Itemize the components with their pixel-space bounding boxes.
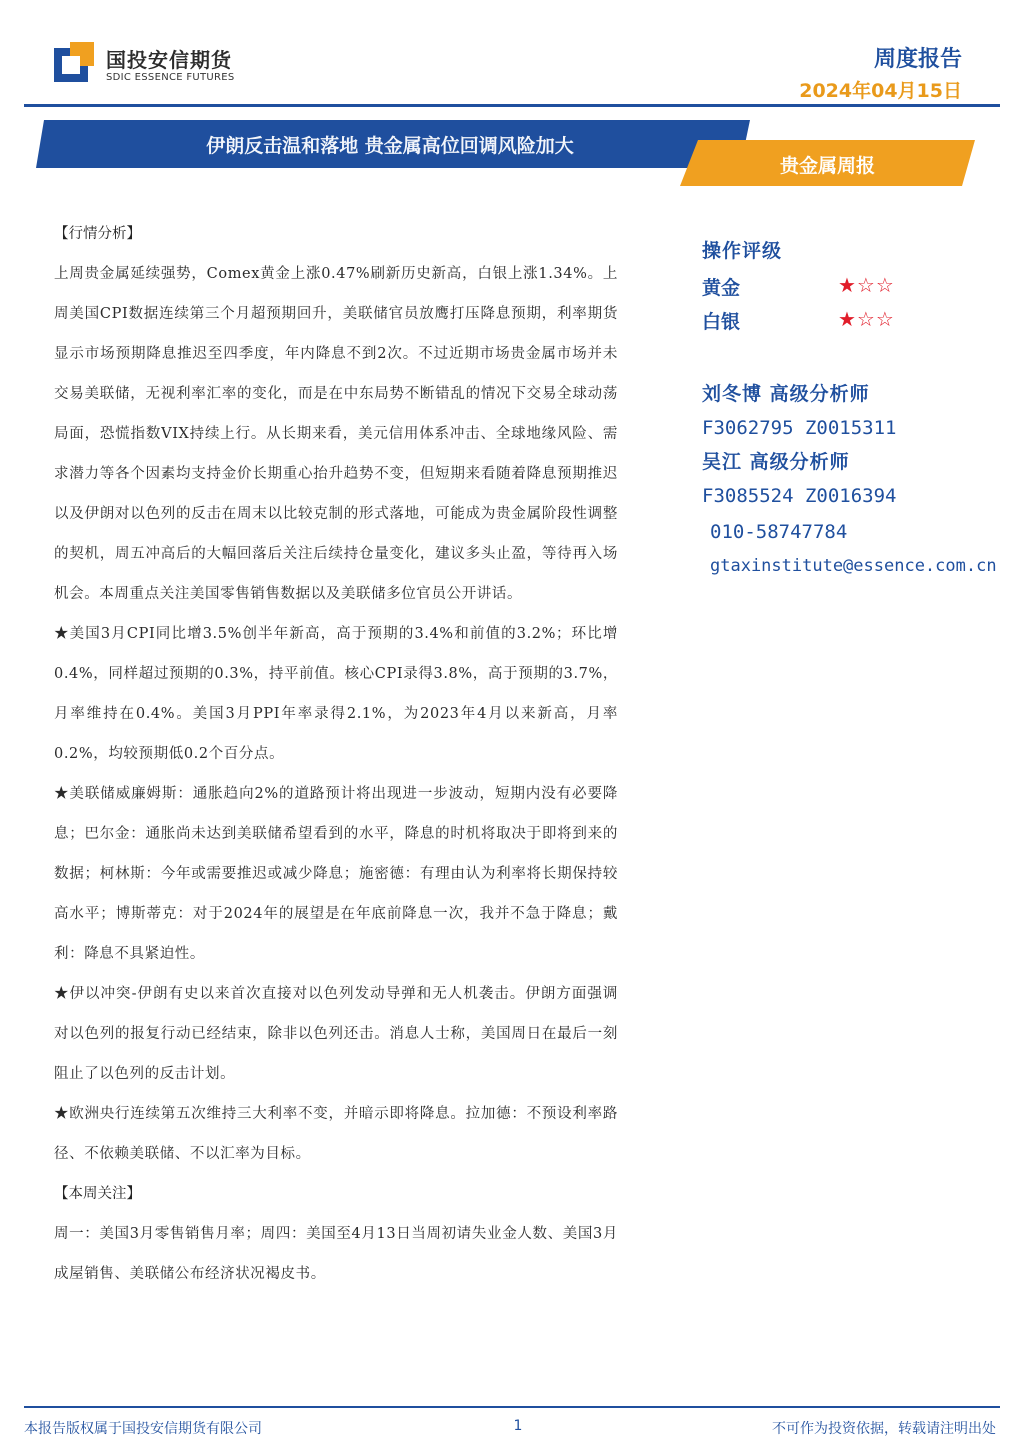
- rating-heading: 操作评级: [702, 240, 783, 262]
- cpi-news-paragraph: ★美国3月CPI同比增3.5%创半年新高，高于预期的3.4%和前值的3.2%；环比增0.4%，同样超过预期的0.3%，持平前值。核心CPI录得3.8%，高于预期的3.7%，月率维持在0.4%。美国3月PPI年率录得2.1%，为2023年4月以来新高，月率0.2%，均较预期低0.2个百分点。: [54, 626, 618, 762]
- company-name-cn: 国投安信期货: [106, 48, 232, 72]
- rating-name-silver: 白银: [702, 311, 741, 333]
- main-content: [54, 214, 618, 1294]
- rating-stars-gold: ★☆☆: [838, 273, 895, 297]
- market-analysis-heading: 【行情分析】: [54, 226, 141, 242]
- company-logo: [54, 42, 274, 86]
- weekly-focus-text: 周一：美国3月零售销售月率；周四：美国至4月13日当周初请失业金人数、美国3月成屋销售、美联储公布经济状况褐皮书。: [54, 1226, 618, 1282]
- analyst-name-1: 刘冬博 高级分析师: [702, 383, 870, 405]
- fed-comments-paragraph: ★美联储威廉姆斯：通胀趋向2%的道路预计将出现进一步波动，短期内没有必要降息；巴尔金：通胀尚未达到美联储希望看到的水平，降息的时机将取决于即将到来的数据；柯林斯：今年或需要推迟或减少降息；施密德：有理由认为利率将长期保持较高水平；博斯蒂克：对于2024年的展望是在年底前降息一次，我并不急于降息；戴利：降息不具紧迫性。: [54, 786, 618, 962]
- page-number: 1: [513, 1418, 523, 1434]
- report-date: 2024年04月15日: [799, 80, 962, 102]
- analyst-name-2: 吴江 高级分析师: [702, 451, 850, 473]
- weekly-focus-heading: 【本周关注】: [54, 1186, 141, 1202]
- iran-israel-paragraph: ★伊以冲突-伊朗有史以来首次直接对以色列发动导弹和无人机袭击。伊朗方面强调对以色列的报复行动已经结束，除非以色列还击。消息人士称，美国周日在最后一刻阻止了以色列的反击计划。: [54, 986, 618, 1082]
- contact-email[interactable]: gtaxinstitute@essence.com.cn: [710, 556, 997, 576]
- ecb-paragraph: ★欧洲央行连续第五次维持三大利率不变，并暗示即将降息。拉加德：不预设利率路径、不依赖美联储、不以汇率为目标。: [54, 1106, 618, 1162]
- analyst-license-1: F3062795 Z0015311: [702, 417, 897, 439]
- report-type: 周度报告: [873, 47, 962, 72]
- rating-stars-silver: ★☆☆: [838, 307, 895, 331]
- company-name-en: SDIC ESSENCE FUTURES: [106, 72, 235, 83]
- rating-row-gold: [702, 273, 1025, 307]
- market-summary-paragraph: 上周贵金属延续强势，Comex黄金上涨0.47%刷新历史新高，白银上涨1.34%。上周美国CPI数据连续第三个月超预期回升，美联储官员放鹰打压降息预期，利率期货显示市场预期降息推迟至四季度，年内降息不到2次。不过近期市场贵金属市场并未交易美联储，无视利率汇率的变化，而是在中东局势不断错乱的情况下交易全球动荡局面，恐慌指数VIX持续上行。从长期来看，美元信用体系冲击、全球地缘风险、需求潜力等各个因素均支持金价长期重心抬升趋势不变，但短期来看随着降息预期推迟以及伊朗对以色列的反击在周末以比较克制的形式落地，可能成为贵金属阶段性调整的契机，周五冲高后的大幅回落后关注后续持仓量变化，建议多头止盈，等待再入场机会。本周重点关注美国零售销售数据以及美联储多位官员公开讲话。: [54, 266, 618, 602]
- report-title: 伊朗反击温和落地 贵金属高位回调风险加大: [206, 135, 574, 157]
- report-category-tag: 贵金属周报: [779, 155, 875, 177]
- footer-divider: [24, 1406, 1000, 1408]
- rating-row-silver: [702, 307, 1025, 341]
- logo-mark-icon: [54, 42, 96, 84]
- header-divider: [24, 104, 1000, 107]
- copyright-notice: 本报告版权属于国投安信期货有限公司: [24, 1421, 262, 1437]
- disclaimer-notice: 不可作为投资依据，转载请注明出处: [772, 1421, 996, 1437]
- analyst-license-2: F3085524 Z0016394: [702, 485, 897, 507]
- analyst-block: [702, 377, 1025, 583]
- contact-phone: 010-58747784: [710, 521, 848, 543]
- sidebar: [702, 236, 1025, 583]
- rating-name-gold: 黄金: [702, 277, 741, 299]
